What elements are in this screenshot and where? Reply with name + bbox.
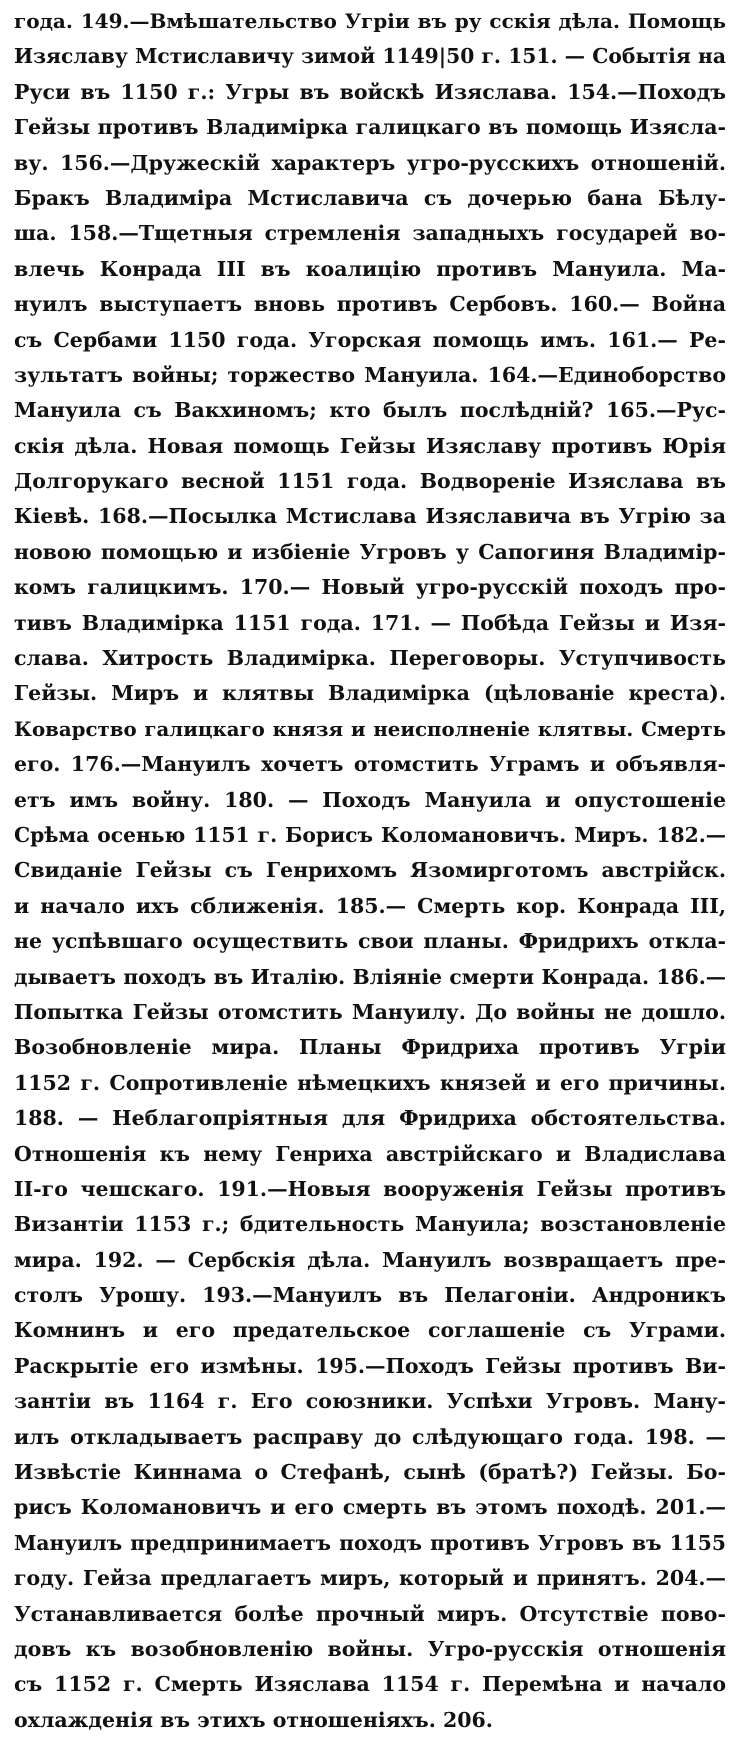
text-line: не успѣвшаго осуществить свои планы. Фридрихъ откла- — [14, 929, 726, 954]
text-line: съ Сербами 1150 года. Угорская помощь имъ. 161.— Ре- — [14, 327, 726, 352]
text-line: новою помощью и избіеніе Угровъ у Сапогиня Владимір- — [14, 539, 726, 564]
text-line: Срѣма осенью 1151 г. Борисъ Коломановичъ. Миръ. 182.— — [14, 822, 726, 847]
text-line: II-го чешскаго. 191.—Новыя вооруженія Гейзы противъ — [14, 1176, 726, 1201]
text-line: Комнинъ и его предательское соглашеніе съ Уграми. — [14, 1318, 726, 1343]
text-line: Возобновленіе мира. Планы Фридриха противъ Угріи — [14, 1035, 726, 1060]
text-line: году. Гейза предлагаетъ миръ, который и принятъ. 204.— — [14, 1566, 726, 1591]
text-line: Отношенія къ нему Генриха австрійскаго и Владислава — [14, 1141, 726, 1166]
text-line: Мануила съ Вакхиномъ; кто былъ послѣдній? 165.—Рус- — [14, 398, 726, 423]
text-line: тивъ Владимірка 1151 года. 171. — Побѣда Гейзы и Изя- — [14, 610, 726, 635]
text-line: 188. — Неблагопріятныя для Фридриха обстоятельства. — [14, 1106, 726, 1131]
text-line: съ 1152 г. Смерть Изяслава 1154 г. Перемѣна и начало — [14, 1672, 726, 1697]
text-line: Мануилъ предпринимаетъ походъ противъ Угровъ въ 1155 — [14, 1530, 726, 1555]
text-line: Извѣстіе Киннама о Стефанѣ, сынѣ (братѣ?) Гейзы. Бо- — [14, 1460, 726, 1485]
text-line: Кіевѣ. 168.—Посылка Мстислава Изяславича въ Угрію за — [14, 504, 726, 529]
text-line: зультатъ войны; торжество Мануила. 164.—Единоборство — [14, 362, 726, 387]
text-line: Гейзы. Миръ и клятвы Владимірка (цѣлованіе креста). — [14, 681, 726, 706]
text-line: Бракъ Владиміра Мстиславича съ дочерью бана Бѣлу- — [14, 185, 726, 210]
text-line: влечь Конрада III въ коалицію противъ Мануила. Ма- — [14, 256, 726, 281]
text-line: мира. 192. — Сербскія дѣла. Мануилъ возвращаетъ пре- — [14, 1247, 726, 1272]
document-page — [14, 4, 726, 1738]
text-line: зантіи въ 1164 г. Его союзники. Успѣхи Угровъ. Ману- — [14, 1389, 726, 1414]
text-line: охлажденія въ этихъ отношеніяхъ. 206. — [14, 1707, 493, 1732]
text-line: Изяславу Мстиславичу зимой 1149|50 г. 151. — Событія на — [14, 44, 726, 69]
text-line: комъ галицкимъ. 170.— Новый угро-русскій походъ про- — [14, 575, 726, 600]
text-line: Коварство галицкаго князя и неисполненіе клятвы. Смерть — [14, 716, 726, 741]
text-line: столъ Урошу. 193.—Мануилъ въ Пелагоніи. Андроникъ — [14, 1283, 726, 1308]
text-line: Византіи 1153 г.; бдительность Мануила; возстановленіе — [14, 1212, 726, 1237]
text-line: его. 176.—Мануилъ хочетъ отомстить Уграмъ и объявля- — [14, 752, 726, 777]
text-line: Гейзы противъ Владимірка галицкаго въ помощь Изясла- — [14, 115, 726, 140]
text-line: 1152 г. Сопротивленіе нѣмецкихъ князей и его причины. — [14, 1070, 726, 1095]
text-line: ша. 158.—Тщетныя стремленія западныхъ государей во- — [14, 221, 726, 246]
text-line: етъ имъ войну. 180. — Походъ Мануила и опустошеніе — [14, 787, 726, 812]
text-line: илъ откладываетъ расправу до слѣдующаго года. 198. — — [14, 1424, 726, 1449]
text-line: ву. 156.—Дружескій характеръ угро-русскихъ отношеній. — [14, 150, 726, 175]
text-line: слава. Хитрость Владимірка. Переговоры. Уступчивость — [14, 646, 726, 671]
text-line: года. 149.—Вмѣшательство Угріи въ ру сскія дѣла. Помощь — [14, 9, 726, 33]
text-line: скія дѣла. Новая помощь Гейзы Изяславу противъ Юрія — [14, 433, 726, 458]
text-line: Попытка Гейзы отомстить Мануилу. До войны не дошло. — [14, 999, 726, 1024]
text-line: Устанавливается болѣе прочный миръ. Отсутствіе пово- — [14, 1601, 726, 1626]
text-line: рисъ Коломановичъ и его смерть въ этомъ походѣ. 201.— — [14, 1495, 726, 1520]
text-line: Долгорукаго весной 1151 года. Водвореніе Изяслава въ — [14, 469, 726, 494]
text-line: Раскрытіе его измѣны. 195.—Походъ Гейзы противъ Ви- — [14, 1353, 726, 1378]
text-line: Руси въ 1150 г.: Угры въ войскѣ Изяслава. 154.—Походъ — [14, 79, 726, 104]
text-line: дываетъ походъ въ Италію. Вліяніе смерти Конрада. 186.— — [14, 964, 726, 989]
text-line: нуилъ выступаетъ вновь противъ Сербовъ. 160.— Война — [14, 292, 726, 317]
text-line: и начало ихъ сближенія. 185.— Смерть кор. Конрада III, — [14, 893, 726, 918]
text-line: довъ къ возобновленію войны. Угро-русскія отношенія — [14, 1636, 726, 1661]
text-line: Свиданіе Гейзы съ Генрихомъ Язомирготомъ австрійск. — [14, 858, 726, 883]
